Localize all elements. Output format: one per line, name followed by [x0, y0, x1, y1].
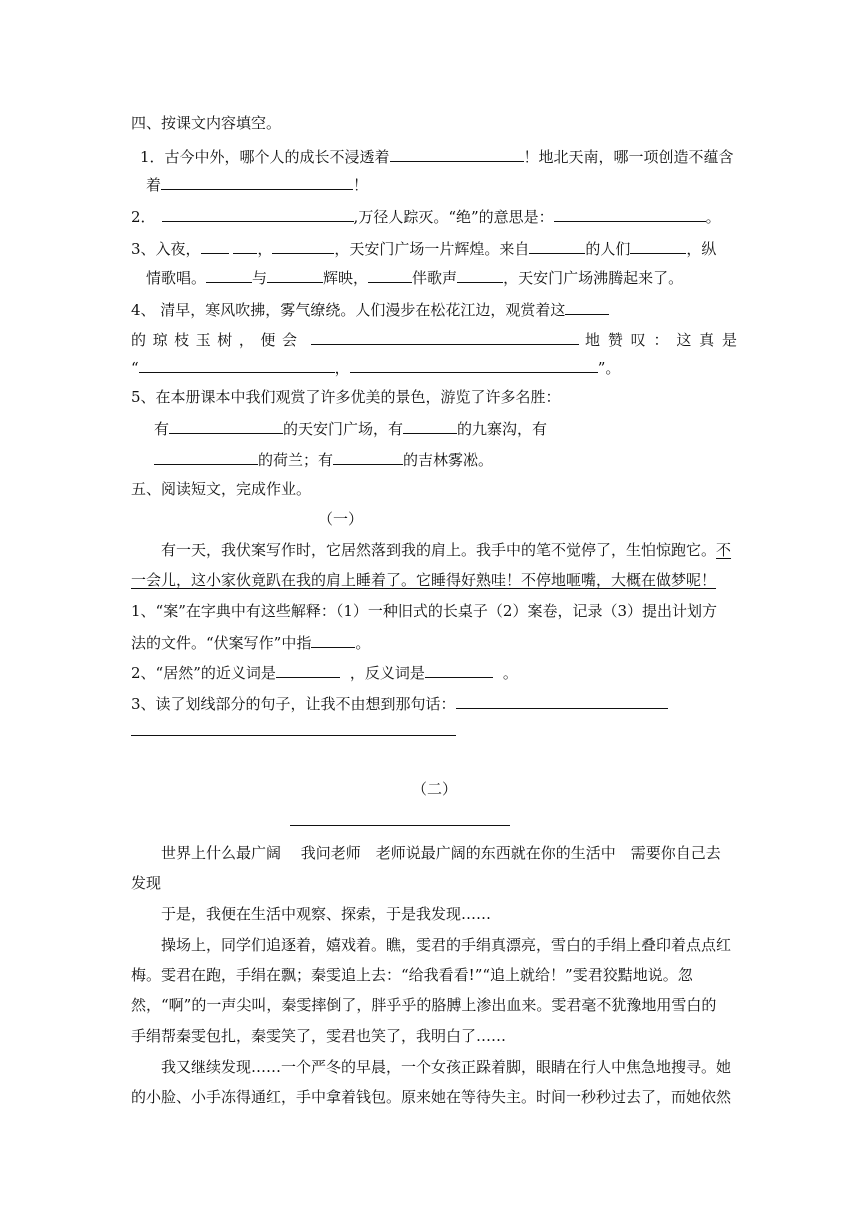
passage-2-line-5: 梅。雯君在跑，手绢在飘；秦雯追上去：“给我看看!”“追上就给！”雯君狡黠地说。忽	[131, 966, 693, 984]
text: 情歌唱。	[146, 269, 207, 287]
answer-blank[interactable]	[333, 448, 403, 465]
answer-blank[interactable]	[311, 328, 579, 345]
question-5-1-line-2	[131, 631, 370, 653]
text: ！	[353, 176, 369, 194]
text: 。	[355, 634, 371, 652]
passage-2-line-1: 世界上什么最广阔 我问老师 老师说最广阔的东西就在你的生活中 需要你自己去	[161, 844, 721, 862]
spaced-text	[585, 330, 737, 350]
passage-1-line-1	[161, 540, 731, 560]
text: “	[131, 359, 139, 377]
text: 伴歌声	[412, 269, 458, 287]
text: 3、读了划线部分的句子，让我不由想到那句话：	[131, 695, 456, 713]
passage-2-line-4: 操场上，同学们追逐着，嬉戏着。瞧，雯君的手绢真漂亮，雪白的手绢上叠印着点点红	[161, 936, 732, 954]
char: 树	[217, 331, 233, 349]
char: 枝	[174, 331, 190, 349]
question-4-4-line-1	[131, 298, 609, 320]
answer-blank[interactable]	[169, 417, 283, 434]
text: ，	[334, 359, 350, 377]
char: 这	[676, 331, 692, 349]
section-4-heading: 四、按课文内容填空。	[131, 114, 282, 132]
char: 赞	[607, 331, 623, 349]
text: 有	[154, 420, 170, 438]
question-4-1-line-1	[140, 145, 734, 167]
text: 法的文件。“伏案写作”中指	[131, 634, 312, 652]
text: 着	[146, 176, 162, 194]
passage-2-line-3: 于是，我便在生活中观察、探索，于是我发现……	[161, 905, 492, 923]
passage-2-line-9: 的小脸、小手冻得通红，手中拿着钱包。原来她在等待失主。时间一秒秒过去了，而她依然	[131, 1088, 732, 1106]
text: ”。	[597, 359, 621, 377]
answer-blank[interactable]	[350, 356, 598, 373]
answer-line[interactable]	[131, 735, 456, 736]
text: ,万径人踪灭。“绝”的意思是：	[353, 208, 554, 226]
answer-blank[interactable]	[276, 661, 340, 678]
text: 的人们	[585, 240, 631, 258]
text: ，天安门广场沸腾起来了。	[503, 269, 684, 287]
text: 1．古今中外，哪个人的成长不浸透着	[140, 148, 390, 166]
question-4-5-line-2	[154, 417, 547, 439]
text: 与	[252, 269, 268, 287]
text: 3、入夜，	[131, 240, 201, 258]
answer-blank[interactable]	[267, 266, 323, 283]
char: ：	[653, 331, 669, 349]
question-4-4-line-3	[131, 356, 620, 378]
answer-blank[interactable]	[154, 448, 258, 465]
answer-blank[interactable]	[565, 298, 609, 315]
section-5-heading: 五、阅读短文，完成作业。	[131, 480, 312, 498]
question-4-4-line-2	[131, 328, 737, 350]
text: 2．	[131, 208, 156, 226]
question-4-3-line-1	[131, 237, 716, 259]
answer-blank[interactable]	[161, 173, 353, 190]
text: ，反义词是	[349, 664, 425, 682]
answer-blank[interactable]	[272, 237, 334, 254]
char: 是	[721, 331, 737, 349]
text: 2、“居然”的近义词是	[131, 664, 276, 682]
answer-blank[interactable]	[630, 237, 686, 254]
part-2-title: （二）	[412, 780, 458, 798]
passage-2-line-7: 手绢帮秦雯包扎，秦雯笑了，雯君也笑了，我明白了……	[131, 1027, 507, 1045]
text: ，纵	[686, 240, 717, 258]
part-1-title: （一）	[318, 510, 364, 528]
question-5-3	[131, 692, 668, 714]
answer-blank[interactable]	[139, 356, 335, 373]
char: 玉	[195, 331, 211, 349]
question-4-2	[131, 205, 721, 227]
title-blank-line[interactable]	[290, 825, 510, 826]
char: 便	[260, 331, 276, 349]
text: 。	[705, 208, 721, 226]
char: 叹	[630, 331, 646, 349]
spaced-text	[131, 330, 297, 350]
answer-blank[interactable]	[311, 631, 355, 648]
text: 的天安门广场，有	[283, 420, 404, 438]
passage-2-line-2: 发现	[131, 874, 162, 892]
answer-blank[interactable]	[368, 266, 412, 283]
answer-blank[interactable]	[162, 205, 354, 222]
answer-blank[interactable]	[457, 266, 503, 283]
answer-blank[interactable]	[233, 237, 257, 254]
answer-blank[interactable]	[456, 692, 668, 709]
answer-blank[interactable]	[403, 417, 457, 434]
underlined-text: 不	[716, 541, 732, 559]
text: 辉映，	[323, 269, 369, 287]
underlined-text: 一会儿，这小家伙竟趴在我的肩上睡着了。它睡得好熟哇！不停地咂嘴，大概在做梦呢！	[131, 571, 717, 589]
question-4-3-line-2	[146, 266, 683, 288]
text: ！地北天南，哪一项创造不蕴含	[523, 148, 734, 166]
question-4-5-line-1: 5、在本册课本中我们观赏了许多优美的景色，游览了许多名胜：	[131, 388, 561, 406]
answer-blank[interactable]	[425, 661, 493, 678]
char: 真	[699, 331, 715, 349]
text: 4、 清早，寒风吹拂，雾气缭绕。人们漫步在松花江边，观赏着这	[131, 301, 566, 319]
text: ，	[257, 240, 273, 258]
answer-blank[interactable]	[201, 237, 229, 254]
char: 地	[585, 331, 601, 349]
char: 琼	[152, 331, 168, 349]
char: 会	[281, 331, 297, 349]
text: ，天安门广场一片辉煌。来自	[334, 240, 530, 258]
answer-blank[interactable]	[529, 237, 585, 254]
text: 的吉林雾凇。	[403, 451, 494, 469]
text: 的九寨沟，有	[457, 420, 548, 438]
char: ，	[238, 331, 254, 349]
passage-2-line-6: 然，“啊”的一声尖叫，秦雯摔倒了，胖乎乎的胳膊上渗出血来。雯君毫不犹豫地用雪白的	[131, 996, 717, 1014]
question-5-2	[131, 661, 518, 683]
text: 有一天，我伏案写作时，它居然落到我的肩上。我手中的笔不觉停了，生怕惊跑它。	[161, 541, 717, 559]
passage-2-line-8: 我又继续发现……一个严冬的早晨，一个女孩正跺着脚，眼睛在行人中焦急地搜寻。她	[161, 1058, 732, 1076]
answer-blank[interactable]	[206, 266, 252, 283]
answer-blank[interactable]	[554, 205, 706, 222]
question-4-5-line-3	[154, 448, 493, 470]
answer-blank[interactable]	[390, 145, 524, 162]
question-4-1-line-2	[146, 173, 368, 195]
question-5-1-line-1: 1、“案”在字典中有这些解释：（1）一种旧式的长桌子（2）案卷，记录（3）提出计划方	[131, 602, 718, 620]
char: 的	[131, 331, 147, 349]
text: 。	[502, 664, 518, 682]
passage-1-line-2	[131, 570, 716, 590]
text: 的荷兰；有	[258, 451, 334, 469]
